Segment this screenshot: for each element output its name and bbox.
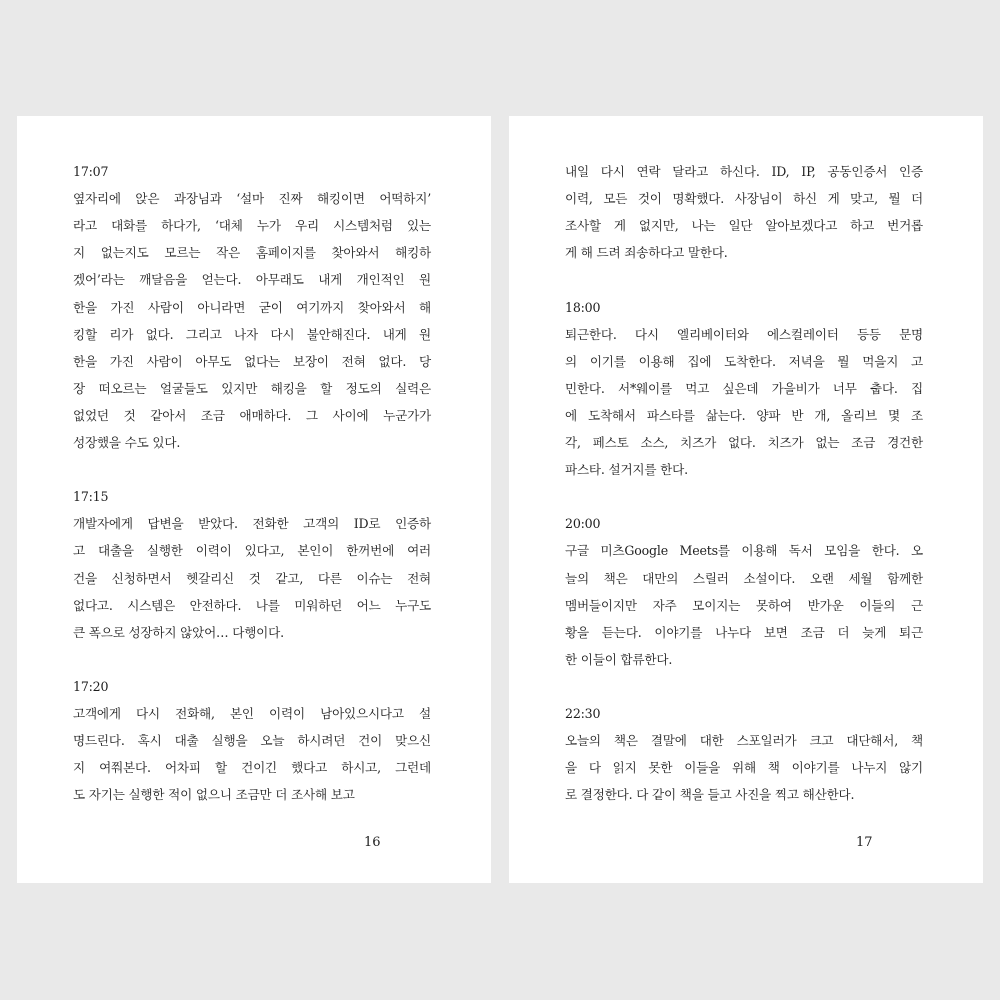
right-page-text-line: 내일 다시 연락 달라고 하신다. ID, IP, 공동인증서 인증: [565, 164, 923, 179]
left-page-text-line: 지 없는지도 모르는 작은 홈페이지를 찾아와서 해킹하: [73, 245, 431, 261]
left-page-text-line: 개발자에게 답변을 받았다. 전화한 고객의 ID로 인증하: [73, 516, 431, 532]
right-page-text-line: 파스타. 설거지를 한다.: [565, 462, 688, 478]
left-page-text-line: 명드린다. 혹시 대출 실행을 오늘 하시려던 건이 맞으신: [73, 733, 431, 749]
right-page-text-line: 에 도착해서 파스타를 삶는다. 양파 반 개, 올리브 몇 조: [565, 407, 923, 423]
right-page-text-line: 늘의 책은 대만의 스릴러 소설이다. 오랜 세월 함께한: [565, 570, 923, 586]
right-page-text-line: 이력, 모든 것이 명확했다. 사장님이 하신 게 맞고, 뭘 더: [565, 191, 923, 207]
right-page-text-line: 의 이기를 이용해 집에 도착한다. 저녁을 뭘 먹을지 고: [565, 353, 923, 369]
right-page-text-line: 각, 페스토 소스, 치즈가 없다. 치즈가 없는 조금 경건한: [565, 435, 923, 450]
left-page-number: 16: [364, 835, 381, 850]
right-page-text-line: 구글 미츠Google Meets를 이용해 독서 모임을 한다. 오: [565, 543, 923, 559]
left-page-text-line: 고객에게 다시 전화해, 본인 이력이 남아있으시다고 설: [73, 706, 431, 721]
left-page: [17, 116, 491, 883]
left-page-text-line: 성장했을 수도 있다.: [73, 435, 181, 450]
left-page-text-line: 장 떠오르는 얼굴들도 있지만 해킹을 할 정도의 실력은: [73, 380, 431, 396]
left-page-text-line: 없었던 것 같아서 조금 애매하다. 그 사이에 누군가가: [73, 407, 431, 423]
left-page-text-line: 큰 폭으로 성장하지 않았어… 다행이다.: [73, 624, 284, 640]
left-page-text-line: 고 대출을 실행한 이력이 있다고, 본인이 한꺼번에 여러: [73, 543, 431, 559]
left-page-text-line: 라고 대화를 하다가, ‘대체 누가 우리 시스템처럼 있는: [73, 218, 431, 234]
right-page-text-line: 오늘의 책은 결말에 대한 스포일러가 크고 대단해서, 책: [565, 733, 923, 749]
right-page-text-line: 황을 듣는다. 이야기를 나누다 보면 조금 더 늦게 퇴근: [565, 624, 923, 640]
right-page-text-line: 조사할 게 없지만, 나는 일단 알아보겠다고 하고 번거롭: [565, 218, 923, 234]
left-page-time-heading: 17:15: [73, 489, 109, 505]
left-page-text-line: 한을 가진 사람이 아니라면 굳이 여기까지 찾아와서 해: [73, 299, 431, 315]
right-page-time-heading: 18:00: [565, 299, 601, 315]
right-page-text-line: 민한다. 서*웨이를 먹고 싶은데 가을비가 너무 춥다. 집: [565, 380, 923, 396]
right-page-number: 17: [856, 835, 873, 850]
left-page-text-line: 없다고. 시스템은 안전하다. 나를 미워하던 어느 누구도: [73, 597, 431, 613]
right-page-time-heading: 20:00: [565, 516, 601, 532]
right-page-text-line: 멤버들이지만 자주 모이지는 못하여 반가운 이들의 근: [565, 597, 923, 613]
left-page-text-line: 도 자기는 실행한 적이 없으니 조금만 더 조사해 보고: [73, 787, 355, 803]
right-page-text-line: 로 결정한다. 다 같이 책을 들고 사진을 찍고 해산한다.: [565, 787, 855, 803]
right-page-text-line: 게 해 드려 죄송하다고 말한다.: [565, 245, 728, 261]
right-page-text-line: 을 다 읽지 못한 이들을 위해 책 이야기를 나누지 않기: [565, 760, 923, 776]
left-page-time-heading: 17:20: [73, 678, 109, 694]
left-page-text-line: 겠어’라는 깨달음을 얻는다. 아무래도 내게 개인적인 원: [73, 272, 431, 288]
right-page: [509, 116, 983, 883]
left-page-text-line: 지 여쭤본다. 어차피 할 건이긴 했다고 하시고, 그런데: [73, 760, 431, 776]
right-page-text-line: 한 이들이 합류한다.: [565, 651, 673, 667]
right-page-time-heading: 22:30: [565, 706, 601, 721]
left-page-time-heading: 17:07: [73, 164, 109, 179]
left-page-text-line: 킹할 리가 없다. 그리고 나자 다시 불안해진다. 내게 원: [73, 326, 431, 342]
left-page-text-line: 한을 가진 사람이 아무도 없다는 보장이 전혀 없다. 당: [73, 353, 431, 369]
right-page-text-line: 퇴근한다. 다시 엘리베이터와 에스컬레이터 등등 문명: [565, 326, 923, 342]
left-page-text-line: 옆자리에 앉은 과장님과 ‘설마 진짜 해킹이면 어떡하지’: [73, 191, 431, 207]
left-page-text-line: 건을 신청하면서 헷갈리신 것 같고, 다른 이슈는 전혀: [73, 570, 431, 586]
